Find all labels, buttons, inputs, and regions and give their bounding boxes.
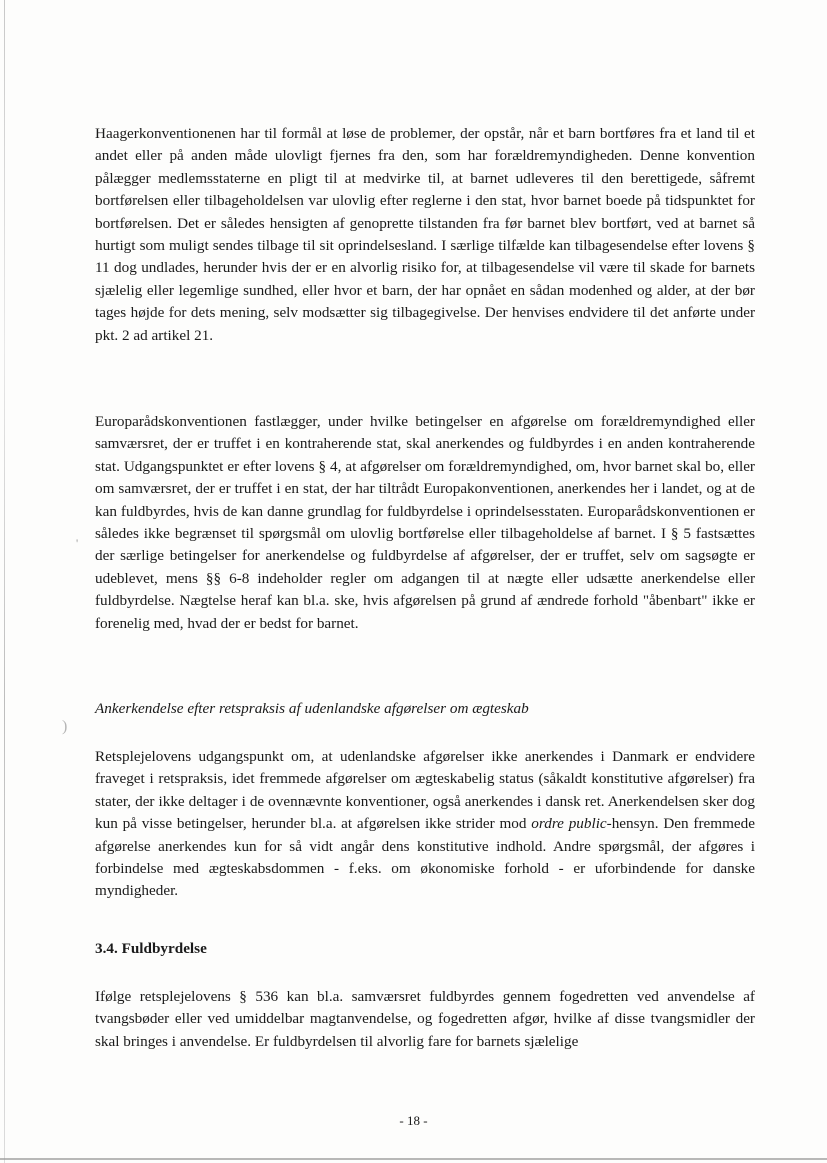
paragraph-case-law bbox=[95, 746, 755, 903]
paragraph-case-law-text-1: Retsplejelovens udgangspunkt om, at udenlandske afgørelser ikke anerkendes i Danmark er endvidere fraveget i retspraksis, idet fremmede afgørelser om ægteskabelig status (såkaldt konstitutive afgørelser) fra stater, der ikke deltager i de ovennævnte konventioner, også anerkendes i dansk ret. Anerkendelsen sker dog kun på visse betingelser, herunder bl.a. at afgørelsen ikke strider mod bbox=[95, 748, 755, 833]
scan-bottom-edge bbox=[0, 1158, 827, 1160]
page-number: - 18 - bbox=[399, 1113, 428, 1128]
paragraph-case-law-text-2: -hensyn. Den fremmede afgørelse anerkendes kun for så vidt angår dens konstitutive indhold. Andre spørgsmål, der afgøres i forbindelse med ægteskabsdommen - f.eks. om økonomiske forhold - er uforbindende for danske myndigheder. bbox=[95, 815, 755, 900]
scan-mark-bracket: ) bbox=[62, 718, 68, 735]
paragraph-enforcement: Ifølge retsplejelovens § 536 kan bl.a. samværsret fuldbyrdes gennem fogedretten ved anvendelse af tvangsbøder eller ved umiddelbar magtanvendelse, og fogedretten afgør, hvilke af disse tvangsmidler der skal bringes i anvendelse. Er fuldbyrdelsen til alvorlig fare for barnets sjælelige bbox=[95, 988, 755, 1050]
scan-mark: ' bbox=[76, 536, 79, 550]
paragraph-europe-convention: Europarådskonventionen fastlægger, under hvilke betingelser en afgørelse om forældremyndighed eller samværsret, der er truffet i en kontraherende stat, skal anerkendes og fuldbyrdes i en anden kontraherende stat. Udgangspunktet er efter lovens § 4, at afgørelser om forældremyndighed, om, hvor barnet skal bo, eller om samværsret, der er truffet i en stat, der har tiltrådt Europakonventionen, anerkendes her i landet, og at de kan fuldbyrdes, hvis de kan danne grundlag for fuldbyrdelse i oprindelsesstaten. Europarådskonventionen er således ikke begrænset til spørgsmål om ulovlig bortførelse eller tilbageholdelse af barnet. I § 5 fastsættes der særlige betingelser for anerkendelse og fuldbyrdelse af afgørelser, der er truffet, selv om sagsøgte er udeblevet, mens §§ 6-8 indeholder regler om adgangen til at nægte eller udsætte anerkendelse eller fuldbyrdelse. Nægtelse heraf kan bl.a. ske, hvis afgørelsen på grund af ændrede forhold "åbenbart" ikke er forenelig med, hvad der er bedst for barnet. bbox=[95, 413, 755, 632]
section-heading: 3.4. Fuldbyrdelse bbox=[95, 940, 207, 957]
ordre-public-term: ordre public bbox=[531, 815, 607, 833]
paragraph-haag-convention: Haagerkonventionenen har til formål at løse de problemer, der opstår, når et barn bortføres fra et land til et andet eller på anden måde ulovligt fjernes fra den, som har forældremyndigheden. Denne konvention pålægger medlemsstaterne en pligt til at medvirke til, at barnet udleveres til den berettigede, såfremt bortførelsen eller tilbageholdelsen var ulovlig efter reglerne i den stat, hvor barnet boede på tidspunktet for bortførelsen. Det er således hensigten af genoprette tilstanden fra før barnet blev bortført, ved at barnet så hurtigt som muligt sendes tilbage til sit oprindelsesland. I særlige tilfælde kan tilbagesendelse efter lovens § 11 dog undlades, herunder hvis der er en alvorlig risiko for, at tilbagesendelse vil være til skade for barnets sjælelig eller legemlige sundhed, eller hvor et barn, der har opnået en sådan modenhed og alder, at der bør tages højde for dets mening, selv modsætter sig tilbagegivelse. Der henvises endvidere til det anførte under pkt. 2 ad artikel 21. bbox=[95, 125, 755, 344]
scan-left-edge bbox=[4, 0, 5, 1163]
italic-subheading: Ankerkendelse efter retspraksis af udenlandske afgørelser om ægteskab bbox=[95, 700, 529, 717]
